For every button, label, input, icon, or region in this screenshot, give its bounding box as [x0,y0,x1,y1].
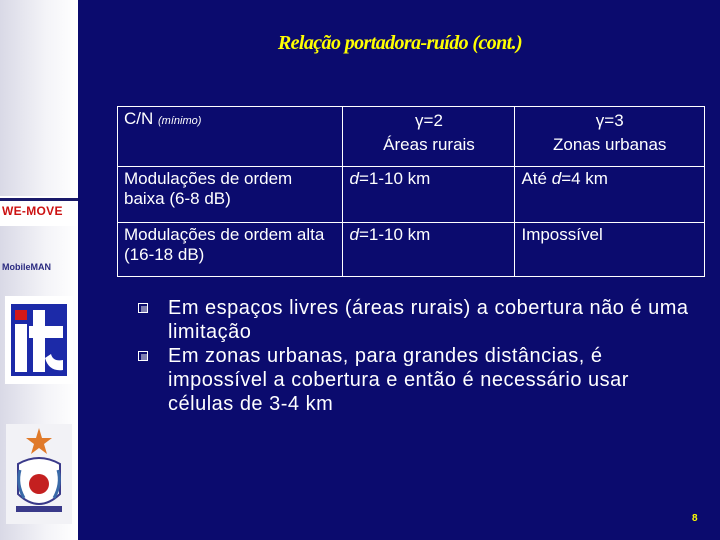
row-rural-cell [343,223,515,277]
wemove-logo-text: WE-MOVE [2,204,63,218]
table-row [118,223,705,277]
header-rural-label: Áreas rurais [383,135,475,154]
header-urban-cell [515,107,705,167]
list-item [138,344,698,416]
header-urban-label: Zonas urbanas [553,135,667,154]
cn-table [117,106,705,277]
row-urban-prefix: Impossível [521,225,603,244]
header-gamma3: γ=3 [595,111,624,130]
row-label-cell: Modulações de ordem baixa (6-8 dB) [118,167,343,223]
mobileman-logo-text: MobileMAN [2,262,51,272]
header-cn-label: C/N [124,109,154,128]
row-urban-var: d [551,169,562,188]
row-urban-rest: =4 km [561,169,608,188]
row-rural-value: d=1-10 km [349,169,431,188]
bullet-text: Em espaços livres (áreas rurais) a cobertura não é uma limitação [168,297,689,343]
row-label-cell: Modulações de ordem alta (16-18 dB) [118,223,343,277]
bullet-text: Em zonas urbanas, para grandes distâncias, é impossível a cobertura e então é necessário usar células de 3-4 km [168,345,629,415]
header-gamma2: γ=2 [415,111,443,130]
list-item [138,296,698,344]
mobileman-logo [2,258,76,280]
it-logo [5,296,73,384]
bullet-list [138,296,698,416]
header-cn-sublabel: (mínimo) [158,115,202,127]
row-rural-value: d=1-10 km [349,225,431,244]
table-header-row [118,107,705,167]
square-bullet-icon [138,351,148,361]
row-rural-cell [343,167,515,223]
row-urban-cell [515,223,705,277]
header-cn-cell [118,107,343,167]
wemove-logo [0,196,78,226]
page-number: 8 [692,513,698,524]
slide-title: Relação portadora-ruído (cont.) [277,32,523,54]
table-row [118,167,705,223]
row-urban-cell [515,167,705,223]
square-bullet-icon [138,303,148,313]
header-rural-cell [343,107,515,167]
university-seal-logo [6,424,72,524]
row-urban-prefix: Até [521,169,552,188]
